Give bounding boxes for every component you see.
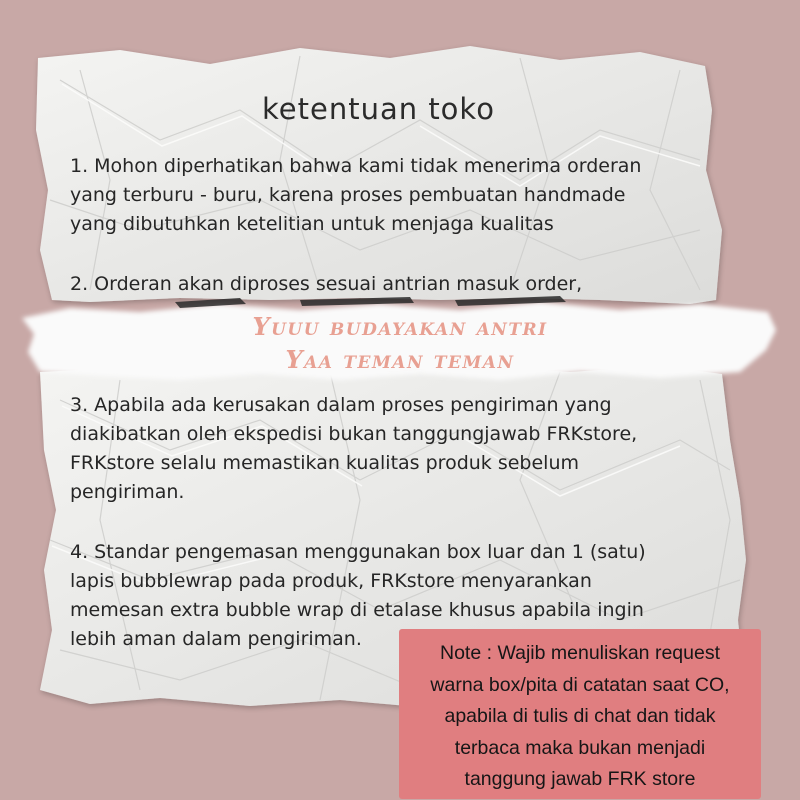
note-line-1: Note : Wajib menuliskan request — [440, 642, 720, 664]
note-line-5: tanggung jawab FRK store — [464, 768, 696, 790]
note-line-2: warna box/pita di catatan saat CO, — [430, 673, 730, 696]
rule-3-line-2: diakibatkan oleh ekspedisi bukan tanggungjawab FRKstore, — [70, 423, 638, 445]
rule-1-line-3: yang dibutuhkan ketelitian untuk menjaga kualitas — [70, 213, 554, 235]
rule-4-line-2: lapis bubblewrap pada produk, FRKstore menyarankan — [70, 570, 592, 592]
page-title: ketentuan toko — [262, 92, 495, 126]
rule-1 — [70, 152, 740, 239]
note-line-4: terbaca maka bukan menjadi — [454, 736, 706, 759]
rule-4-line-4: lebih aman dalam pengiriman. — [70, 628, 362, 650]
rule-4-line-1: 4. Standar pengemasan menggunakan box luar dan 1 (satu) — [70, 541, 646, 563]
rule-2 — [70, 270, 740, 299]
note-line-3: apabila di tulis di chat dan tidak — [444, 705, 716, 727]
rule-4-line-3: memesan extra bubble wrap di etalase khusus apabila ingin — [70, 599, 644, 621]
rule-3 — [70, 391, 740, 507]
slogan-line-2: Yaa teman teman — [285, 345, 515, 374]
rule-3-line-3: FRKstore selalu memastikan kualitas produk sebelum — [70, 452, 580, 474]
rule-3-line-1: 3. Apabila ada kerusakan dalam proses pengiriman yang — [70, 394, 612, 416]
slogan-line-1: Yuuu budayakan antri — [252, 312, 548, 341]
rule-1-line-2: yang terburu - buru, karena proses pembuatan handmade — [70, 184, 626, 206]
rule-3-line-4: pengiriman. — [70, 481, 185, 503]
note-box — [399, 629, 761, 799]
rule-1-line-1: 1. Mohon diperhatikan bahwa kami tidak menerima orderan — [70, 155, 642, 177]
rule-2-line-1: 2. Orderan akan diproses sesuai antrian masuk order, — [70, 273, 583, 295]
